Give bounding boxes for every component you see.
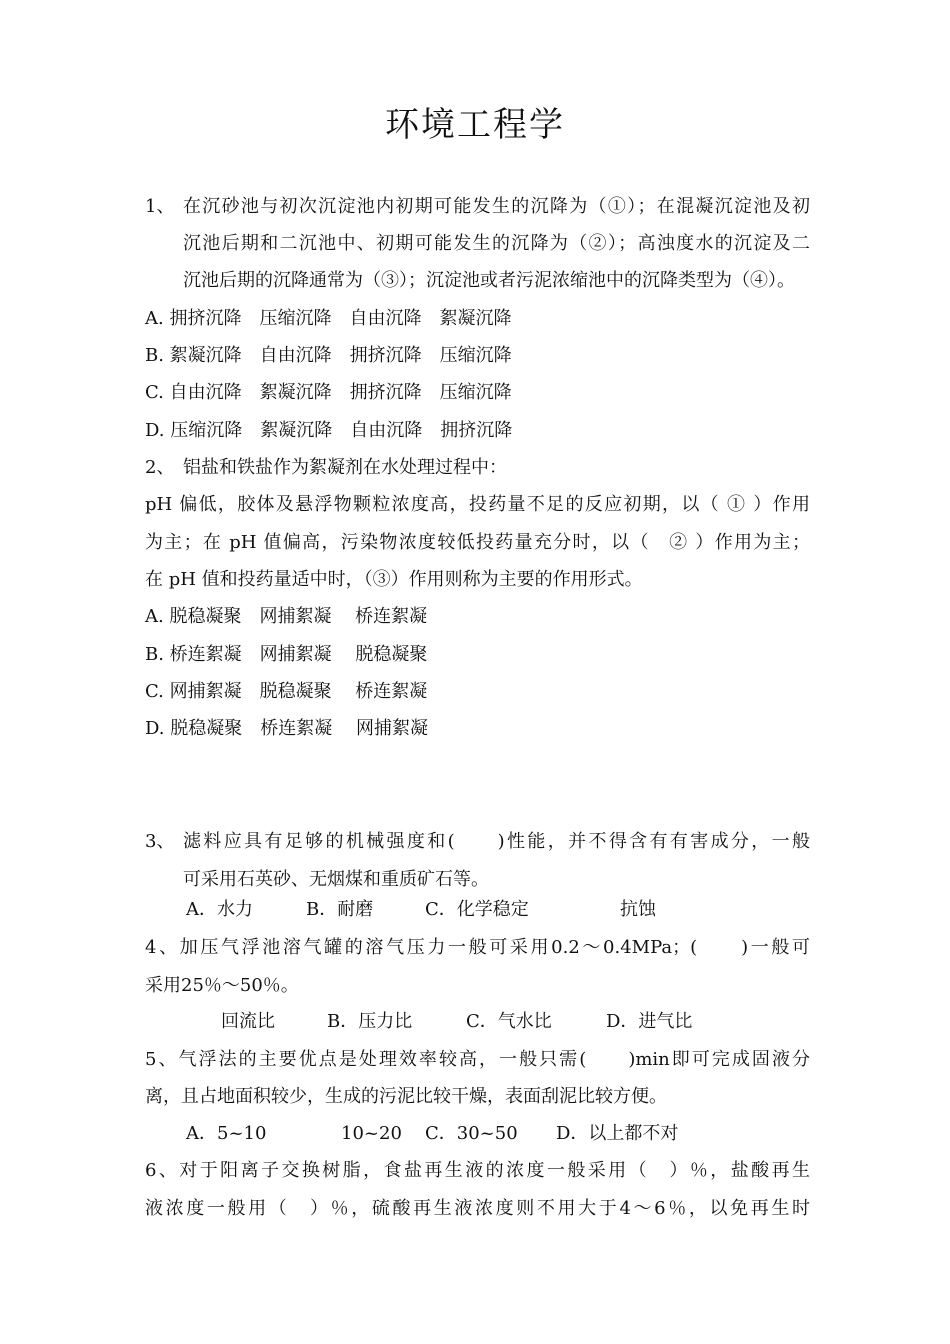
question-6-line: 6、对于阳离子交换树脂，食盐再生液的浓度一般采用（ ）％，盐酸再生 — [145, 1160, 810, 1181]
question-2-option-d: D. 脱稳凝聚 桥连絮凝 网捕絮凝 — [145, 718, 428, 739]
question-4-option-b: B．压力比 — [327, 1011, 413, 1032]
question-5-option-a: A．5~10 — [186, 1123, 267, 1144]
question-2-option-c: C. 网捕絮凝 脱稳凝聚 桥连絮凝 — [145, 681, 428, 702]
question-5-line: 离，且占地面积较少，生成的污泥比较干燥，表面刮泥比较方便。 — [145, 1086, 667, 1107]
question-3-option-a: A．水力 — [186, 899, 253, 920]
question-4-line: 4、加压气浮池溶气罐的溶气压力一般可采用0.2～0.4MPa；( )一般可 — [145, 937, 810, 958]
question-1-line: 在沉砂池与初次沉淀池内初期可能发生的沉降为（①）；在混凝沉淀池及初 — [183, 196, 810, 217]
question-5-option-d: D．以上都不对 — [556, 1123, 679, 1144]
question-1-option-d: D. 压缩沉降 絮凝沉降 自由沉降 拥挤沉降 — [145, 420, 513, 441]
question-4-option-a: 回流比 — [221, 1011, 275, 1032]
question-5-option-b: 10~20 — [341, 1123, 402, 1144]
question-1-option-b: B. 絮凝沉降 自由沉降 拥挤沉降 压缩沉降 — [145, 345, 512, 366]
question-3-option-b: B．耐磨 — [306, 899, 374, 920]
question-1-line: 沉池后期和二沉池中、初期可能发生的沉降为（②）；高浊度水的沉淀及二 — [183, 233, 810, 254]
question-2-line: 为主；在 pH 值偏高，污染物浓度较低投药量充分时，以（ ② ）作用为主； — [145, 532, 810, 553]
question-5-option-c: C．30~50 — [425, 1123, 518, 1144]
question-2-line: 在 pH 值和投药量适中时，（③）作用则称为主要的作用形式。 — [145, 569, 643, 590]
question-1-option-c: C. 自由沉降 絮凝沉降 拥挤沉降 压缩沉降 — [145, 382, 512, 403]
question-3-line: 可采用石英砂、无烟煤和重质矿石等。 — [183, 869, 489, 890]
question-2-lead: 铝盐和铁盐作为絮凝剂在水处理过程中： — [183, 457, 507, 478]
question-2-option-a: A. 脱稳凝聚 网捕絮凝 桥连絮凝 — [145, 606, 428, 627]
page-title: 环境工程学 — [385, 105, 565, 145]
question-2-line: pH 偏低，胶体及悬浮物颗粒浓度高，投药量不足的反应初期，以（ ① ）作用 — [145, 494, 810, 515]
question-2-option-b: B. 桥连絮凝 网捕絮凝 脱稳凝聚 — [145, 644, 428, 665]
question-4-option-d: D．进气比 — [606, 1011, 693, 1032]
question-3-option-c: C．化学稳定 — [425, 899, 529, 920]
question-3-option-d: 抗蚀 — [620, 899, 656, 920]
question-6-line: 液浓度一般用（ ）％，硫酸再生液浓度则不用大于4～6％，以免再生时 — [145, 1198, 810, 1219]
question-5-line: 5、气浮法的主要优点是处理效率较高，一般只需( )min即可完成固液分 — [145, 1049, 810, 1070]
question-2-number: 2、 — [145, 457, 175, 478]
question-3-number: 3、 — [145, 831, 175, 852]
question-1-line: 沉池后期的沉降通常为（③）；沉淀池或者污泥浓缩池中的沉降类型为（④）。 — [183, 270, 795, 291]
question-4-line: 采用25％～50％。 — [145, 975, 299, 996]
question-1-option-a: A. 拥挤沉降 压缩沉降 自由沉降 絮凝沉降 — [145, 308, 512, 329]
question-3-line: 滤料应具有足够的机械强度和( )性能，并不得含有有害成分，一般 — [183, 831, 810, 852]
question-1-number: 1、 — [145, 196, 175, 217]
question-4-option-c: C．气水比 — [466, 1011, 552, 1032]
